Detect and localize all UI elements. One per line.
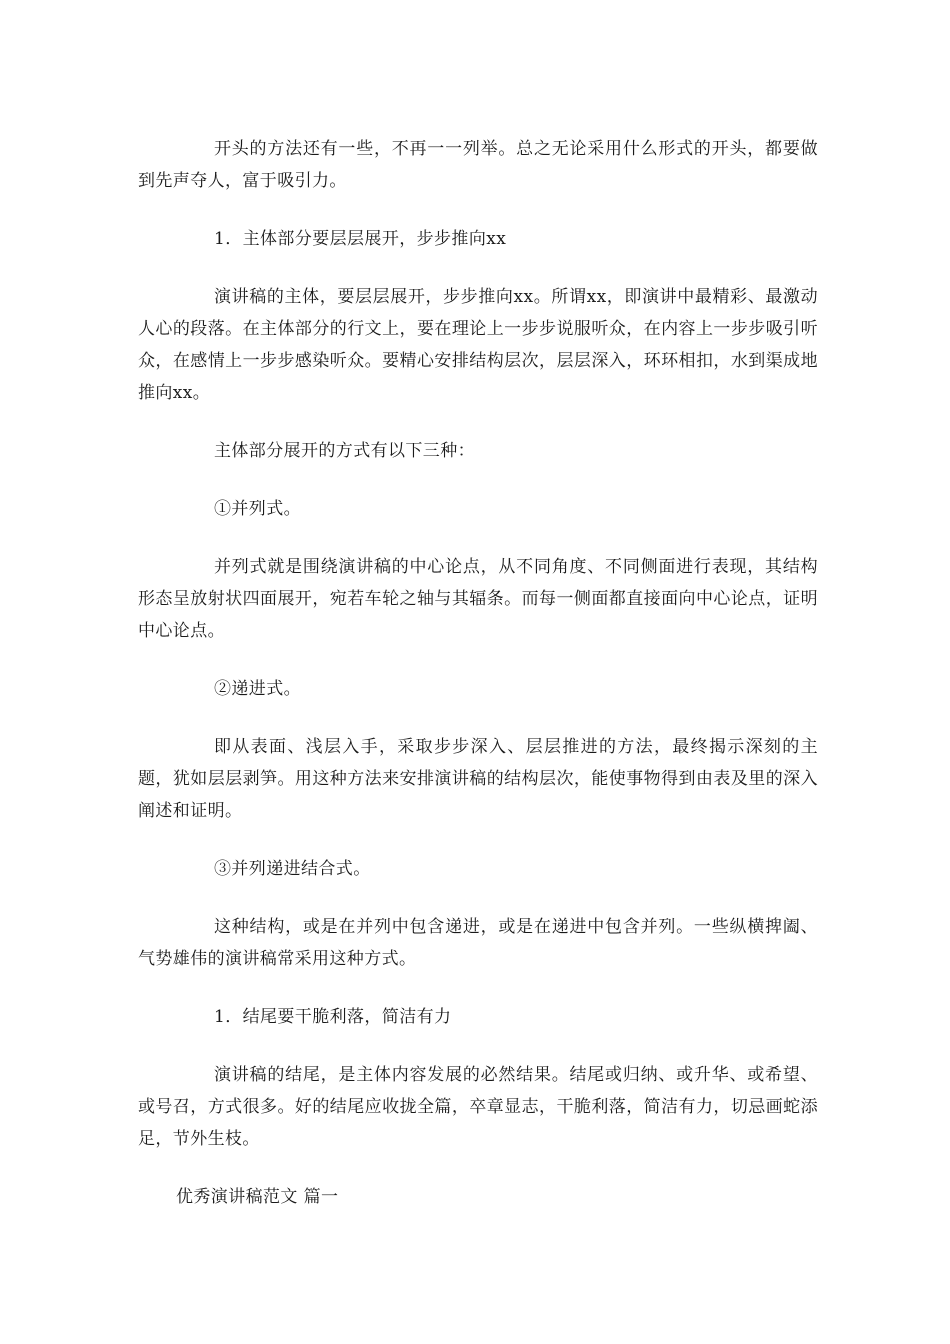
paragraph-ending: 演讲稿的结尾，是主体内容发展的必然结果。结尾或归纳、或升华、或希望、或号召，方式很多。好的结尾应收拢全篇，卒章显志，干脆利落，简洁有力，切忌画蛇添足，节外生枝。	[138, 1065, 818, 1149]
paragraph-body-description: 演讲稿的主体，要层层展开，步步推向xx。所谓xx，即演讲中最精彩、最激动人心的段落。在主体部分的行文上，要在理论上一步步说服听众，在内容上一步步吸引听众，在感情上一步步感染听众。要精心安排结构层次，层层深入，环环相扣，水到渠成地推向xx。	[138, 287, 818, 403]
document-body	[138, 133, 818, 1213]
paragraph-gap	[138, 705, 818, 731]
heading-parallel: ①并列式。	[214, 499, 301, 519]
paragraph-gap	[138, 975, 818, 1001]
paragraph-gap	[138, 197, 818, 223]
paragraph-parallel: 并列式就是围绕演讲稿的中心论点，从不同角度、不同侧面进行表现，其结构形态呈放射状四面展开，宛若车轮之轴与其辐条。而每一侧面都直接面向中心论点，证明中心论点。	[138, 557, 818, 641]
paragraph-gap	[138, 827, 818, 853]
paragraph-combined: 这种结构，或是在并列中包含递进，或是在递进中包含并列。一些纵横捭阖、气势雄伟的演讲稿常采用这种方式。	[138, 917, 818, 969]
paragraph-gap	[138, 255, 818, 281]
heading-combined: ③并列递进结合式。	[214, 859, 371, 879]
paragraph-gap	[138, 647, 818, 673]
paragraph-gap	[138, 885, 818, 911]
heading-ending: 1．结尾要干脆利落，简洁有力	[214, 1007, 452, 1027]
heading-body-section: 1．主体部分要层层展开，步步推向xx	[214, 229, 507, 249]
paragraph-gap	[138, 1155, 818, 1181]
heading-three-methods: 主体部分展开的方式有以下三种：	[214, 441, 475, 461]
paragraph-gap	[138, 409, 818, 435]
paragraph-gap	[138, 467, 818, 493]
paragraph-opening-methods: 开头的方法还有一些，不再一一列举。总之无论采用什么形式的开头，都要做到先声夺人，富于吸引力。	[138, 139, 818, 191]
heading-progressive: ②递进式。	[214, 679, 301, 699]
paragraph-gap	[138, 525, 818, 551]
section-title-sample-speech: 优秀演讲稿范文 篇一	[176, 1187, 339, 1207]
paragraph-gap	[138, 1033, 818, 1059]
paragraph-progressive: 即从表面、浅层入手，采取步步深入、层层推进的方法，最终揭示深刻的主题，犹如层层剥笋。用这种方法来安排演讲稿的结构层次，能使事物得到由表及里的深入阐述和证明。	[138, 737, 818, 821]
